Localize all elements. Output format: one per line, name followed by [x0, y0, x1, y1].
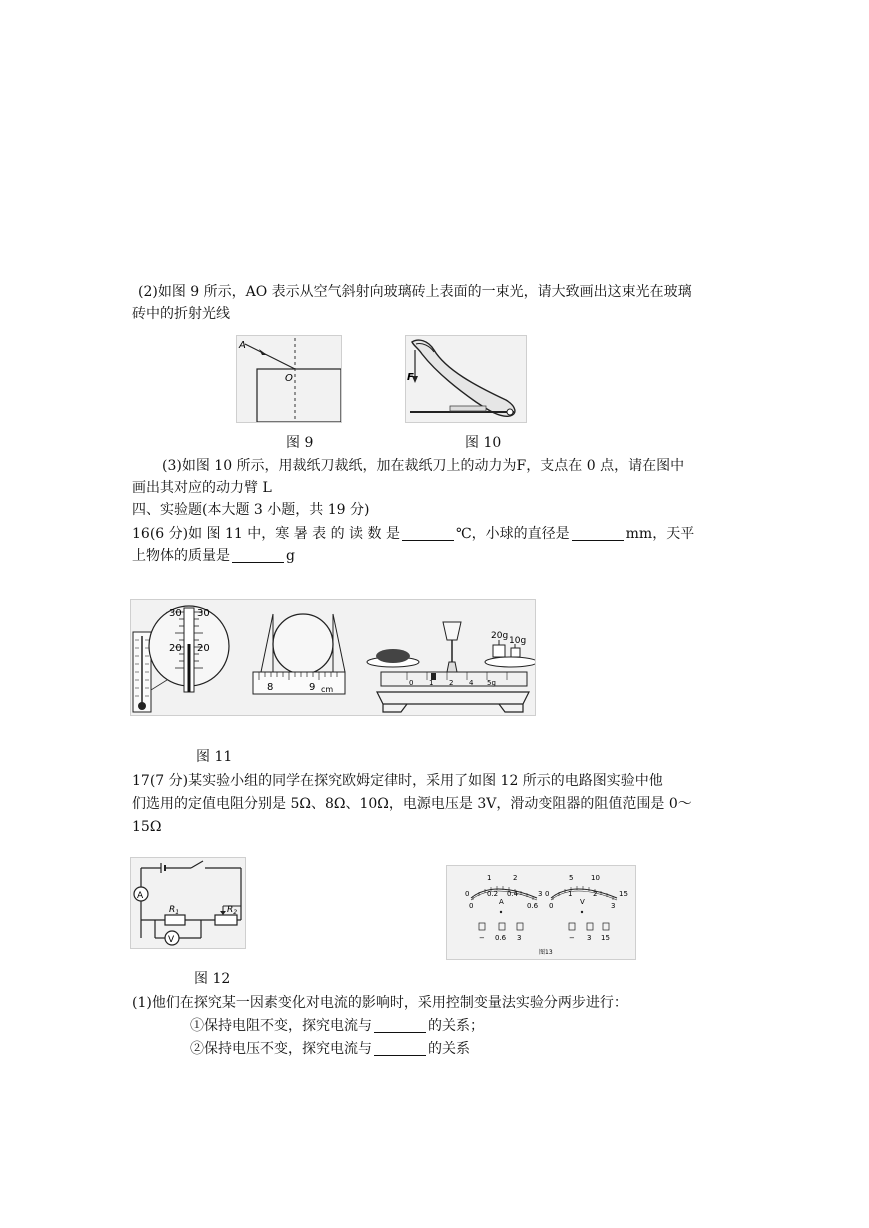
v-bot-0: 0: [549, 902, 554, 910]
a-bot-02: 0.2: [487, 890, 499, 898]
thermo-30-right: 30: [197, 608, 210, 619]
mass-answer-blank[interactable]: [232, 548, 284, 563]
figure-11: [130, 599, 536, 716]
voltmeter-label: V: [168, 935, 175, 945]
scale-5: 5g: [487, 679, 496, 687]
figure-10: [405, 335, 527, 423]
v-bot-3: 3: [611, 902, 616, 910]
q1-step1-text-a: ①保持电阻不变，探究电流与: [190, 1018, 372, 1034]
q1-step2: [190, 1038, 470, 1060]
v-top-10: 10: [591, 874, 600, 882]
r2-subscript: 2: [233, 909, 238, 916]
weight-10g: 10g: [509, 636, 527, 646]
fig9-label-o: O: [285, 373, 293, 384]
r1-subscript: 1: [175, 909, 180, 916]
fig11-caption: 图 11: [196, 749, 233, 765]
thermo-30-left: 30: [169, 608, 182, 619]
fig10-caption: 图 10: [465, 435, 502, 451]
a-bot-0: 0: [469, 902, 474, 910]
a-top-0: 0: [465, 890, 470, 898]
q1-step2-text-a: ②保持电压不变，探究电流与: [190, 1041, 372, 1057]
scale-1: 1: [429, 679, 434, 687]
q1-step2-text-b: 的关系: [428, 1041, 470, 1057]
r2-letter: R: [227, 905, 234, 915]
r1-label: [169, 905, 179, 916]
a-unit: A: [499, 898, 504, 906]
ammeter-label: A: [137, 891, 144, 901]
fig9-label-a: A: [239, 340, 246, 351]
q2-line1: (2)如图 9 所示，AO 表示从空气斜射向玻璃砖上表面的一束光，请大致画出这束光在玻璃: [138, 284, 692, 300]
q16-text-d: 上物体的质量是: [132, 548, 230, 564]
q1-step1-text-b: 的关系；: [428, 1018, 484, 1034]
figure-12: [130, 857, 246, 949]
q2-line2: 砖中的折射光线: [132, 306, 230, 322]
thermometer-answer-blank[interactable]: [402, 526, 454, 541]
caliper-unit: cm: [321, 685, 334, 694]
thermo-20-right: 20: [197, 643, 210, 654]
q17-line3: 15Ω: [132, 819, 162, 835]
q3-line2: 画出其对应的动力臂 L: [132, 480, 272, 496]
q16-line1: [132, 523, 694, 545]
section-header: 四、实验题(本大题 3 小题，共 19 分): [132, 502, 370, 518]
scale-4: 4: [469, 679, 474, 687]
diameter-answer-blank[interactable]: [572, 526, 624, 541]
step2-answer-blank[interactable]: [374, 1041, 426, 1056]
v-unit: V: [580, 898, 585, 906]
scale-2: 2: [449, 679, 454, 687]
fig12-caption: 图 12: [194, 971, 231, 987]
v-bot-1: 1: [568, 890, 573, 898]
a-top-1: 1: [487, 874, 492, 882]
v-term-minus: −: [569, 934, 575, 942]
q16-text-e: g: [286, 548, 295, 564]
caliper-9: 9: [309, 682, 316, 693]
v-top-15: 15: [619, 890, 628, 898]
a-top-3: 3: [538, 890, 543, 898]
a-term-06: 0.6: [495, 934, 507, 942]
v-bot-2: 2: [593, 890, 598, 898]
figure-13: [446, 865, 636, 960]
step1-answer-blank[interactable]: [374, 1018, 426, 1033]
v-term-3: 3: [587, 934, 592, 942]
fig9-caption: 图 9: [286, 435, 314, 451]
a-term-minus: −: [479, 934, 485, 942]
q16-text-a: 16(6 分)如 图 11 中，寒 暑 表 的 读 数 是: [132, 526, 400, 542]
r2-label: [227, 905, 237, 916]
q16-text-c: mm，天平: [625, 526, 695, 542]
fig10-label-f: F: [407, 372, 414, 383]
q3-line1: (3)如图 10 所示，用裁纸刀裁纸，加在裁纸刀上的动力为F，支点在 0 点，请在图中: [162, 458, 685, 474]
q17-line1: 17(7 分)某实验小组的同学在探究欧姆定律时，采用了如图 12 所示的电路图实验中他: [132, 773, 663, 789]
q1-step1: [190, 1015, 484, 1037]
figure-9: [236, 335, 342, 423]
v-term-15: 15: [601, 934, 610, 942]
q16-text-b: ℃，小球的直径是: [455, 526, 570, 542]
v-top-0: 0: [545, 890, 550, 898]
caliper-8: 8: [267, 682, 274, 693]
a-bot-06: 0.6: [527, 902, 539, 910]
a-bot-04: 0.4: [507, 890, 519, 898]
thermo-20-left: 20: [169, 643, 182, 654]
v-top-5: 5: [569, 874, 574, 882]
q1-line1: (1)他们在探究某一因素变化对电流的影响时，采用控制变量法实验分两步进行：: [132, 995, 628, 1011]
r1-letter: R: [169, 905, 176, 915]
a-top-2: 2: [513, 874, 518, 882]
scale-0: 0: [409, 679, 414, 687]
q17-line2: 们选用的定值电阻分别是 5Ω、8Ω、10Ω，电源电压是 3V，滑动变阻器的阻值范围是 0～: [132, 796, 692, 812]
a-term-3: 3: [517, 934, 522, 942]
fig13-caption: 图13: [539, 949, 553, 956]
q16-line2: [132, 545, 295, 567]
weight-20g: 20g: [491, 631, 509, 641]
